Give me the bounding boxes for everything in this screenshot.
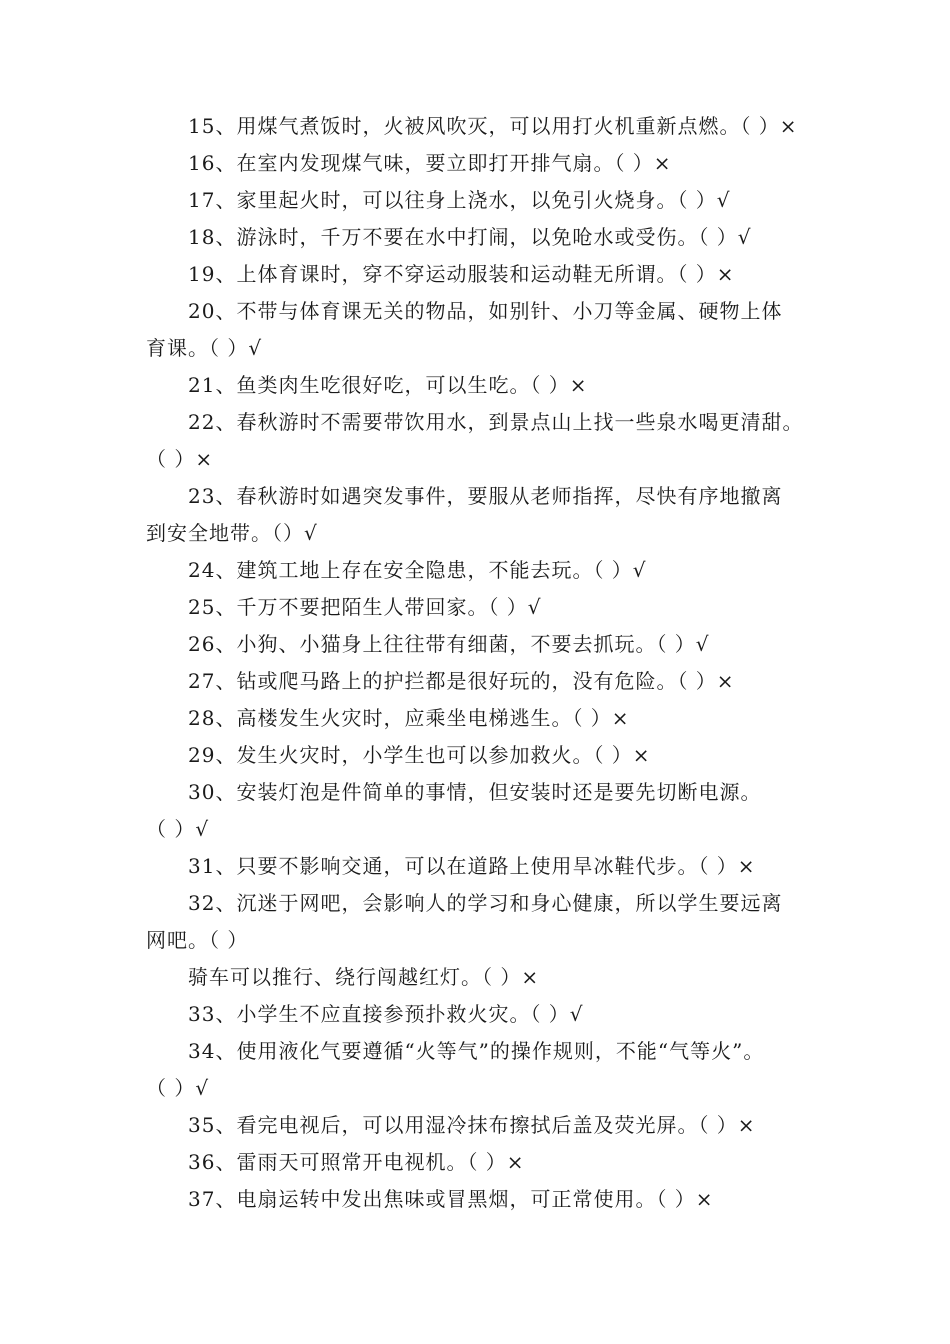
text-line: 23、春秋游时如遇突发事件，要服从老师指挥，尽快有序地撤离	[188, 484, 783, 508]
text-line: 22、春秋游时不需要带饮用水，到景点山上找一些泉水喝更清甜。	[188, 410, 804, 434]
text-line: 36、雷雨天可照常开电视机。（ ）×	[188, 1150, 525, 1174]
text-line: 33、小学生不应直接参预扑救火灾。（ ）√	[188, 1002, 584, 1026]
document-body	[146, 108, 836, 1218]
text-line: 30、安装灯泡是件简单的事情，但安装时还是要先切断电源。	[188, 780, 762, 804]
text-line: 19、上体育课时，穿不穿运动服装和运动鞋无所谓。（ ）×	[188, 262, 735, 286]
text-line: 骑车可以推行、绕行闯越红灯。（ ）×	[188, 965, 540, 989]
text-line: 24、建筑工地上存在安全隐患，不能去玩。（ ）√	[188, 558, 647, 582]
text-line: 17、家里起火时，可以往身上浇水，以免引火烧身。（ ）√	[188, 188, 731, 212]
text-line: 26、小狗、小猫身上往往带有细菌，不要去抓玩。（ ）√	[188, 632, 710, 656]
text-line: 28、高楼发生火灾时，应乘坐电梯逃生。（ ）×	[188, 706, 630, 730]
text-line: 21、鱼类肉生吃很好吃，可以生吃。（ ）×	[188, 373, 588, 397]
text-line: 18、游泳时，千万不要在水中打闹，以免呛水或受伤。（ ）√	[188, 225, 752, 249]
text-line: 育课。（ ）√	[146, 336, 263, 360]
text-line: （ ）×	[146, 447, 214, 471]
text-line: （ ）√	[146, 1076, 210, 1100]
text-line: 15、用煤气煮饭时，火被风吹灭，可以用打火机重新点燃。（ ）×	[188, 114, 798, 138]
text-line: 到安全地带。（）√	[146, 521, 318, 545]
text-line: 37、电扇运转中发出焦味或冒黑烟，可正常使用。（ ）×	[188, 1187, 714, 1211]
text-line: 34、使用液化气要遵循“火等气”的操作规则，不能“气等火”。	[188, 1039, 765, 1063]
text-line: 20、不带与体育课无关的物品，如别针、小刀等金属、硬物上体	[188, 299, 783, 323]
text-line: 31、只要不影响交通，可以在道路上使用旱冰鞋代步。（ ）×	[188, 854, 756, 878]
text-line: 16、在室内发现煤气味，要立即打开排气扇。（ ）×	[188, 151, 672, 175]
text-line: 网吧。（ ）	[146, 928, 249, 952]
text-line: （ ）√	[146, 817, 210, 841]
text-line: 29、发生火灾时，小学生也可以参加救火。（ ）×	[188, 743, 651, 767]
text-line: 27、钻或爬马路上的护拦都是很好玩的，没有危险。（ ）×	[188, 669, 735, 693]
text-line: 25、千万不要把陌生人带回家。（ ）√	[188, 595, 542, 619]
text-line: 35、看完电视后，可以用湿冷抹布擦拭后盖及荧光屏。（ ）×	[188, 1113, 756, 1137]
text-line: 32、沉迷于网吧，会影响人的学习和身心健康，所以学生要远离	[188, 891, 783, 915]
